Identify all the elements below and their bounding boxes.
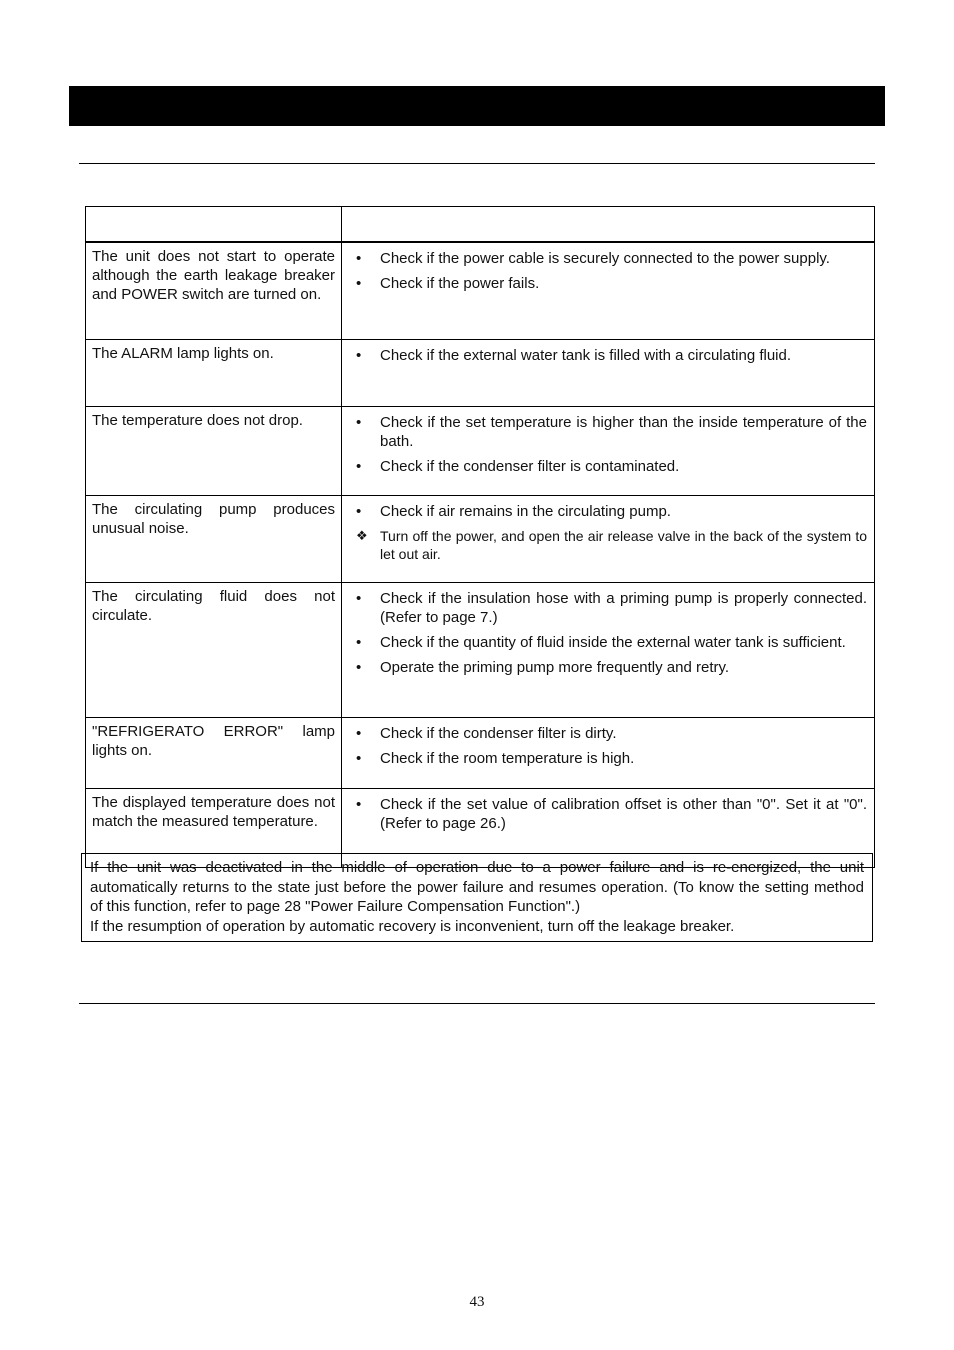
check-item — [356, 724, 867, 743]
check-item — [356, 346, 867, 365]
power-failure-note-box — [81, 853, 873, 942]
table-row — [86, 718, 875, 789]
symptom-cell: "REFRIGERATO ERROR" lamp lights on. — [86, 718, 342, 789]
check-text: Check if the insulation hose with a priming pump is properly connected. (Refer to page 7.) — [380, 590, 867, 626]
check-cell — [342, 340, 875, 407]
check-item — [356, 795, 867, 833]
bullet-icon: • — [356, 414, 362, 431]
section-divider-top — [79, 163, 875, 164]
table-row — [86, 583, 875, 718]
symptom-cell: The ALARM lamp lights on. — [86, 340, 342, 407]
check-text: Check if the condenser filter is contaminated. — [380, 458, 680, 475]
check-cell — [342, 242, 875, 340]
page-number: 43 — [469, 1294, 485, 1310]
check-item — [356, 502, 867, 521]
note-line: If the resumption of operation by automatic recovery is inconvenient, turn off the leakage breaker. — [90, 917, 735, 935]
bullet-icon: • — [356, 250, 362, 267]
bullet-icon: • — [356, 590, 362, 607]
bullet-icon: • — [356, 347, 362, 364]
check-item — [356, 457, 867, 476]
check-cell — [342, 407, 875, 496]
section-divider-bottom — [79, 1003, 875, 1004]
check-text: Check if the room temperature is high. — [380, 750, 635, 767]
check-cell — [342, 496, 875, 583]
check-text: Turn off the power, and open the air release valve in the back of the system to let out air. — [380, 528, 867, 562]
bullet-icon: • — [356, 725, 362, 742]
check-text: Check if the external water tank is filled with a circulating fluid. — [380, 347, 792, 364]
symptom-cell: The unit does not start to operate although the earth leakage breaker and POWER switch are turned on. — [86, 242, 342, 340]
table-row — [86, 242, 875, 340]
check-text: Check if air remains in the circulating pump. — [380, 503, 671, 520]
check-text: Operate the priming pump more frequently and retry. — [380, 659, 730, 676]
table-header-row — [86, 207, 875, 243]
check-cell — [342, 718, 875, 789]
check-cell — [342, 583, 875, 718]
check-item — [356, 413, 867, 451]
bullet-icon: • — [356, 503, 362, 520]
check-item — [356, 749, 867, 768]
bullet-icon: • — [356, 796, 362, 813]
bullet-icon: • — [356, 275, 362, 292]
symptom-cell: The displayed temperature does not match the measured temperature. — [86, 789, 342, 868]
check-text: Check if the condenser filter is dirty. — [380, 725, 617, 742]
check-text: Check if the set value of calibration offset is other than "0". Set it at "0". (Refer to page 26.) — [380, 796, 867, 832]
check-note-item — [356, 527, 867, 563]
bullet-icon: • — [356, 750, 362, 767]
check-item — [356, 249, 867, 268]
bullet-icon: • — [356, 458, 362, 475]
table-row — [86, 407, 875, 496]
header-check — [342, 207, 875, 243]
section-title-bar — [69, 86, 885, 126]
troubleshooting-table — [85, 206, 875, 868]
check-item — [356, 274, 867, 293]
symptom-cell: The temperature does not drop. — [86, 407, 342, 496]
check-text: Check if the power fails. — [380, 275, 540, 292]
check-item — [356, 589, 867, 627]
diamond-bullet-icon: ❖ — [356, 528, 368, 543]
check-item — [356, 658, 867, 677]
symptom-cell: The circulating pump produces unusual noise. — [86, 496, 342, 583]
check-item — [356, 633, 867, 652]
header-symptom — [86, 207, 342, 243]
bullet-icon: • — [356, 659, 362, 676]
check-text: Check if the quantity of fluid inside the external water tank is sufficient. — [380, 634, 846, 651]
note-line: If the unit was deactivated in the middle of operation due to a power failure and is re-energized, the unit automatically returns to the state just before the power failure and resumes operation. (To know the setting method of this function, refer to page 28 "Power Failure Compensation Function".) — [90, 859, 864, 915]
table-row — [86, 340, 875, 407]
check-text: Check if the power cable is securely connected to the power supply. — [380, 250, 830, 267]
symptom-cell: The circulating fluid does not circulate. — [86, 583, 342, 718]
table-row — [86, 496, 875, 583]
check-text: Check if the set temperature is higher than the inside temperature of the bath. — [380, 414, 867, 450]
bullet-icon: • — [356, 634, 362, 651]
